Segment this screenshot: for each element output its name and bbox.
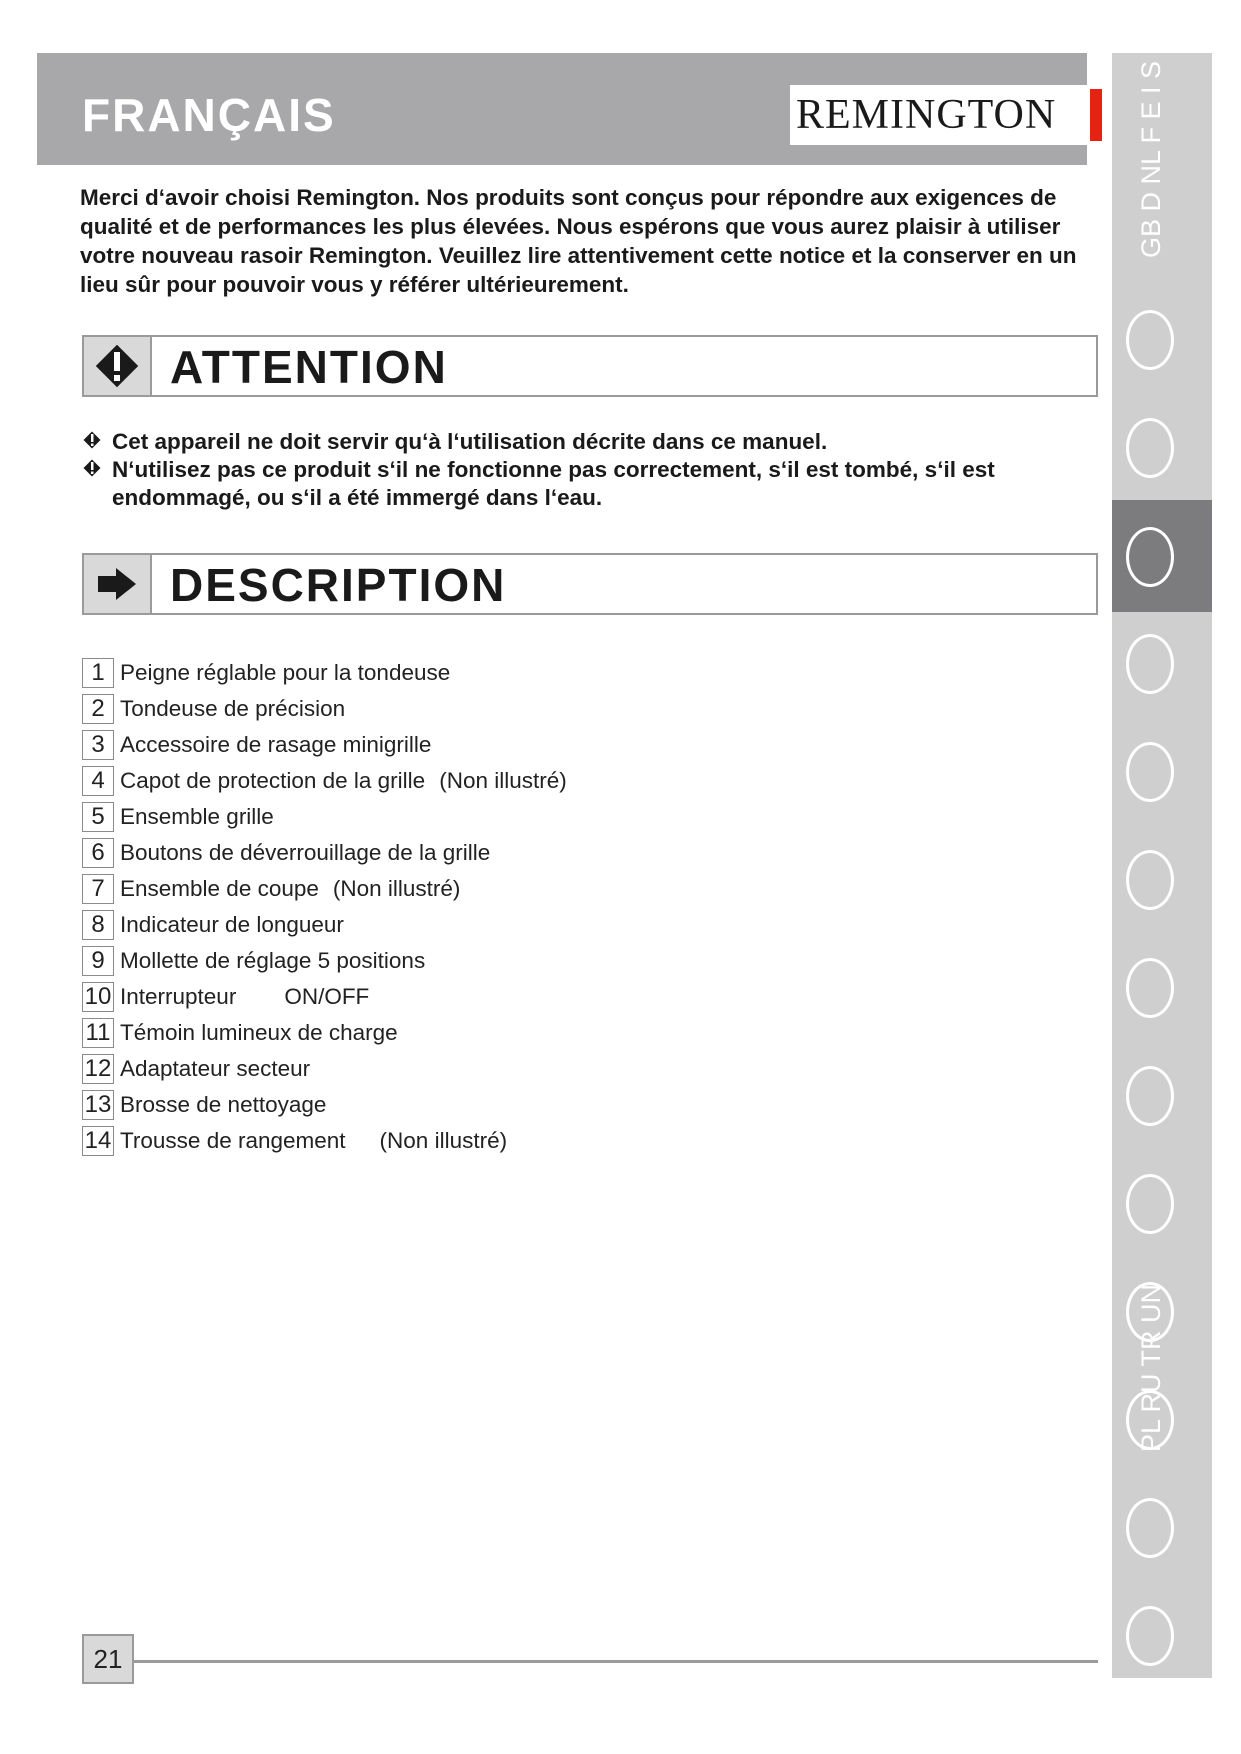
- list-item: 5 Ensemble grille: [82, 799, 567, 835]
- list-item: 13 Brosse de nettoyage: [82, 1087, 567, 1123]
- warning-icon: [84, 337, 152, 395]
- warning-item: N‘utilisez pas ce produit s‘il ne fonctionne pas correctement, s‘il est tombé, s‘il est endommagé, ou s‘il a été immergé dans l‘eau.: [82, 456, 1092, 512]
- item-number: 6: [82, 838, 114, 868]
- tab-ring-icon: [1126, 850, 1174, 910]
- item-number: 12: [82, 1054, 114, 1084]
- tab-ring-icon: [1126, 742, 1174, 802]
- item-number: 5: [82, 802, 114, 832]
- item-number: 2: [82, 694, 114, 724]
- warnings-list: [82, 428, 1092, 512]
- description-list: [82, 655, 567, 1159]
- item-number: 9: [82, 946, 114, 976]
- item-number: 3: [82, 730, 114, 760]
- list-item: 12 Adaptateur secteur: [82, 1051, 567, 1087]
- tab-ring-icon: [1126, 1498, 1174, 1558]
- tab-ring-icon: [1126, 1174, 1174, 1234]
- list-item: 11 Témoin lumineux de charge: [82, 1015, 567, 1051]
- warning-item: Cet appareil ne doit servir qu‘à l‘utilisation décrite dans ce manuel.: [82, 428, 1092, 456]
- item-number: 7: [82, 874, 114, 904]
- diamond-bullet-icon: [82, 457, 102, 485]
- language-title: FRANÇAIS: [82, 89, 336, 141]
- description-header: [82, 553, 1098, 615]
- list-item: 6 Boutons de déverrouillage de la grille: [82, 835, 567, 871]
- item-number: 11: [82, 1018, 114, 1048]
- list-item: 4 Capot de protection de la grille (Non illustré): [82, 763, 567, 799]
- language-codes-bottom: PL RU TR UN: [1136, 1283, 1166, 1452]
- list-item: 2 Tondeuse de précision: [82, 691, 567, 727]
- intro-paragraph: Merci d‘avoir choisi Remington. Nos produits sont conçus pour répondre aux exigences de qualité et de performances les plus élevées. Nous espérons que vous aurez plaisir à utiliser votre nouveau rasoir Remington. Veuillez lire attentivement cette notice et la conserver en un lieu sûr pour pouvoir vous y référer ultérieurement.: [80, 185, 1077, 297]
- footer-rule: [134, 1660, 1098, 1663]
- list-item: 3 Accessoire de rasage minigrille: [82, 727, 567, 763]
- list-item: 8 Indicateur de longueur: [82, 907, 567, 943]
- description-title: DESCRIPTION: [170, 559, 507, 611]
- item-number: 4: [82, 766, 114, 796]
- diamond-bullet-icon: [82, 429, 102, 457]
- list-item: 10 Interrupteur ON/OFF: [82, 979, 567, 1015]
- tab-ring-icon: [1126, 958, 1174, 1018]
- tab-ring-icon: [1126, 1066, 1174, 1126]
- page-number: 21: [82, 1634, 134, 1684]
- brand-name: REMINGTON: [796, 92, 1057, 138]
- tab-ring-icon: [1126, 634, 1174, 694]
- arrow-right-icon: [84, 555, 152, 613]
- item-number: 8: [82, 910, 114, 940]
- tab-ring-icon: [1126, 418, 1174, 478]
- list-item: 7 Ensemble de coupe (Non illustré): [82, 871, 567, 907]
- attention-header: [82, 335, 1098, 397]
- list-item: 9 Mollette de réglage 5 positions: [82, 943, 567, 979]
- logo-accent-bar: [1090, 89, 1102, 141]
- tab-ring-icon: [1126, 1606, 1174, 1666]
- item-number: 14: [82, 1126, 114, 1156]
- brand-logo: [790, 85, 1108, 145]
- item-number: 13: [82, 1090, 114, 1120]
- list-item: 1 Peigne réglable pour la tondeuse: [82, 655, 567, 691]
- list-item: 14 Trousse de rangement (Non illustré): [82, 1123, 567, 1159]
- item-number: 10: [82, 982, 114, 1012]
- item-number: 1: [82, 658, 114, 688]
- attention-title: ATTENTION: [170, 341, 448, 393]
- tab-ring-icon: [1126, 310, 1174, 370]
- tab-ring-icon: [1126, 527, 1174, 587]
- language-codes-top: GB D NL F E I S FIN: [1136, 9, 1166, 258]
